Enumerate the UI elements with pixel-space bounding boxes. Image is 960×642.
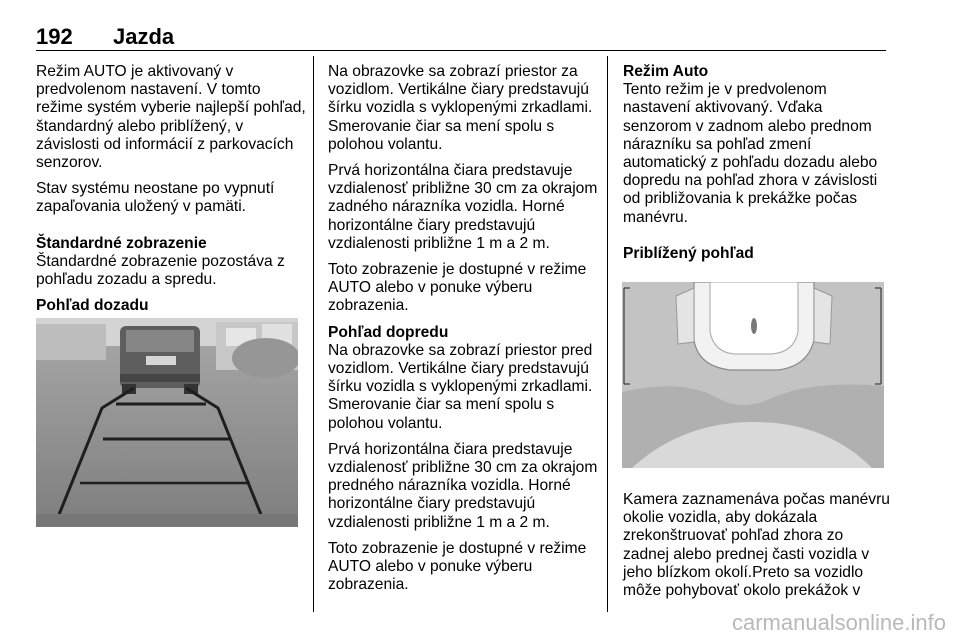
column-3 — [623, 63, 893, 263]
paragraph-auto-description: Tento režim je v predvolenom nastavení aktivovaný. Vďaka senzorom v zadnom alebo prednom nárazníku sa pohľad zmení automatický z pohľadu dozadu alebo dopredu na pohľad zhora v závislosti od približovania k prekážke počas manévru. — [623, 81, 878, 226]
rear-camera-figure — [36, 318, 298, 527]
paragraph-auto-mode: Režim AUTO je aktivovaný v predvolenom nastavení. V tomto režime systém vyberie najlepší pohľad, štandardný alebo priblížený, v závislosti od informácií z parkovacích senzorov. — [36, 63, 306, 172]
heading-rear-view: Pohľad dozadu — [36, 297, 149, 315]
chapter-title: Jazda — [113, 24, 175, 49]
paragraph-rear-lines: Prvá horizontálna čiara predstavuje vzdialenosť približne 30 cm za okrajom zadného nárazníka vozidla. Horné horizontálne čiary predstavujú vzdialenosti približne 1 m a 2 m. — [328, 162, 598, 252]
zoom-view-figure — [622, 282, 884, 468]
paragraph-rear-availability: Toto zobrazenie je dostupné v režime AUTO alebo v ponuke výberu zobrazenia. — [328, 261, 587, 315]
paragraph-front-lines: Prvá horizontálna čiara predstavuje vzdialenosť približne 30 cm za okrajom predného nárazníka vozidla. Horné horizontálne čiary predstavujú vzdialenosti približne 1 m a 2 m. — [328, 440, 598, 531]
column-3-continued — [623, 491, 893, 608]
page-header — [36, 22, 886, 52]
paragraph-camera: Kamera zaznamenáva počas manévru okolie vozidla, aby dokázala zrekonštruovať pohľad zhora zo zadnej alebo prednej časti vozidla v jeho blízkom okolí.Preto sa vozidlo môže pohybovať okolo prekážok v — [623, 491, 890, 600]
heading-front-view: Pohľad dopredu — [328, 323, 449, 341]
column-1 — [36, 63, 306, 315]
column-2 — [328, 63, 598, 602]
heading-auto-mode: Režim Auto — [623, 63, 709, 80]
header-rule — [36, 50, 886, 51]
paragraph-rear-screen: Na obrazovke sa zobrazí priestor za vozidlom. Vertikálne čiary predstavujú šírku vozidla s vyklopenými zrkadlami. Smerovanie čiar sa mení spolu s polohou volantu. — [328, 63, 593, 153]
heading-zoom-view: Priblížený pohľad — [623, 244, 754, 262]
heading-standard-view: Štandardné zobrazenie — [36, 234, 207, 252]
watermark: carmanualsonline.info — [731, 610, 946, 635]
paragraph-front-availability: Toto zobrazenie je dostupné v režime AUTO alebo v ponuke výberu zobrazenia. — [328, 539, 587, 594]
paragraph-standard-view: Štandardné zobrazenie pozostáva z pohľadu zozadu a spredu. — [36, 252, 285, 289]
paragraph-front-screen: Na obrazovke sa zobrazí priestor pred vozidlom. Vertikálne čiary predstavujú šírku vozidla s vyklopenými zrkadlami. Smerovanie čiar sa mení spolu s polohou volantu. — [328, 341, 593, 432]
column-divider-1 — [313, 56, 314, 612]
page-number: 192 — [36, 24, 73, 49]
paragraph-memory: Stav systému neostane po vypnutí zapaľovania uložený v pamäti. — [36, 180, 275, 216]
column-divider-2 — [607, 56, 608, 612]
